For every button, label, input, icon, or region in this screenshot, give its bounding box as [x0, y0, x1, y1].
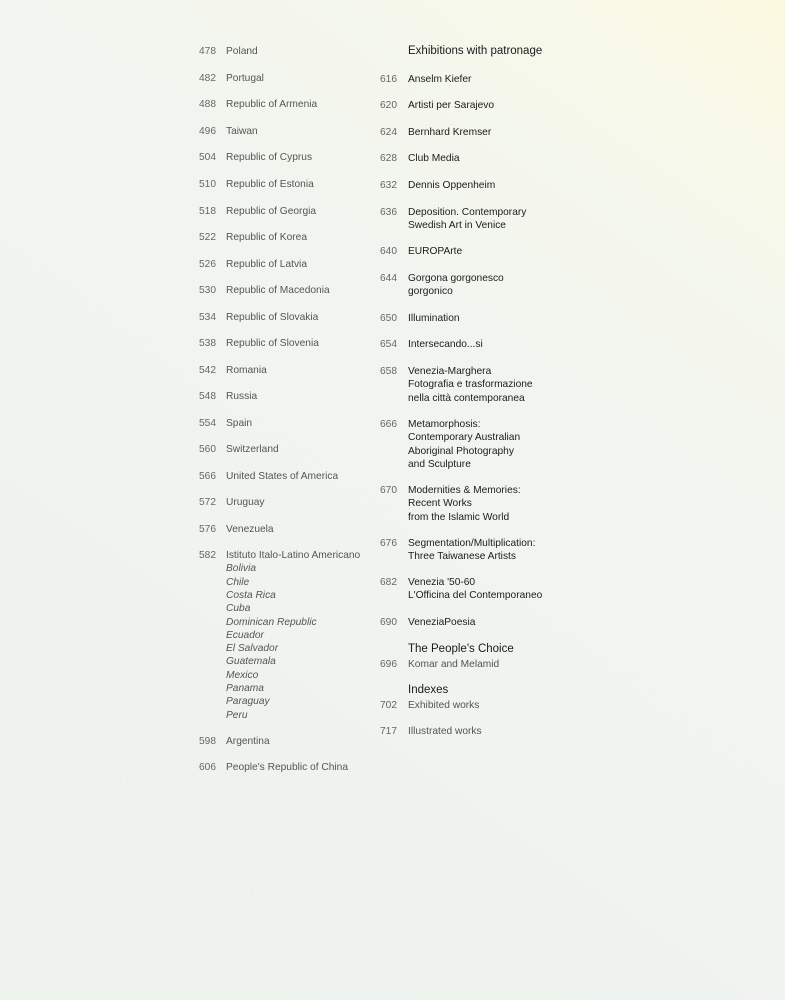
entry-title: Club Media	[408, 153, 460, 164]
entry-title: Argentina	[226, 736, 270, 747]
sub-entry: Dominican Republic	[226, 616, 317, 628]
entry-title: Venezia '50-60	[408, 577, 476, 588]
page-number: 488	[199, 99, 216, 110]
entry-title: Venezuela	[226, 524, 274, 535]
entry-title-line: from the Islamic World	[408, 511, 510, 523]
entry-title: Republic of Cyprus	[226, 152, 313, 163]
entry-title: Republic of Georgia	[226, 206, 317, 217]
page-number: 526	[199, 259, 216, 270]
page-number: 682	[380, 577, 397, 588]
entry-title-line: and Sculpture	[408, 458, 471, 470]
sub-entry: Ecuador	[226, 629, 264, 641]
page-number: 606	[199, 762, 216, 773]
sub-entry: Chile	[226, 576, 250, 588]
page-number: 496	[199, 126, 216, 137]
page-number: 542	[199, 365, 216, 376]
page-number: 666	[380, 419, 397, 430]
entry-title-line: L'Officina del Contemporaneo	[408, 590, 543, 602]
entry-title: Romania	[226, 365, 267, 376]
entry-title: Portugal	[226, 73, 264, 84]
page-number: 644	[380, 273, 397, 284]
entry-title: Exhibited works	[408, 700, 480, 711]
entry-title: Modernities & Memories:	[408, 485, 521, 496]
entry-title: Republic of Armenia	[226, 99, 318, 110]
page-number: 572	[199, 497, 216, 508]
page-number: 640	[380, 246, 397, 257]
page-number: 598	[199, 736, 216, 747]
entry-title: Russia	[226, 391, 258, 402]
entry-title-line: Recent Works	[408, 498, 472, 510]
sub-entry: Costa Rica	[226, 589, 276, 601]
page-number: 628	[380, 153, 397, 164]
sub-entry: Panama	[226, 683, 264, 694]
page-number: 510	[199, 179, 216, 190]
entry-title: Illumination	[408, 313, 460, 324]
page-number: 696	[380, 659, 397, 670]
entry-title: Spain	[226, 418, 253, 429]
entry-title: Venezia-Marghera	[408, 366, 492, 377]
entry-title: Republic of Korea	[226, 232, 307, 243]
page-number: 702	[380, 700, 397, 711]
entry-title: Metamorphosis:	[408, 419, 481, 430]
page-number: 566	[199, 471, 216, 482]
sub-entry: Peru	[226, 709, 248, 721]
page-number: 717	[380, 726, 397, 737]
sub-entry: Mexico	[226, 669, 259, 681]
sub-entry: El Salvador	[226, 643, 279, 655]
page-number: 548	[199, 391, 216, 402]
page-number: 576	[199, 524, 216, 535]
entry-title: Anselm Kiefer	[408, 74, 472, 85]
entry-title: Deposition. Contemporary	[408, 207, 527, 218]
entry-title: Republic of Macedonia	[226, 285, 330, 296]
entry-title-line: Aboriginal Photography	[408, 445, 514, 457]
page-number: 534	[199, 312, 216, 323]
entry-title-line: Three Taiwanese Artists	[408, 551, 516, 563]
page-number: 632	[380, 180, 397, 191]
entry-title: Republic of Estonia	[226, 179, 314, 190]
sub-entry: Cuba	[226, 603, 251, 615]
page-number: 636	[380, 207, 397, 218]
entry-title: Illustrated works	[408, 726, 482, 737]
page-number: 482	[199, 73, 216, 84]
page-number: 554	[199, 418, 216, 429]
entry-title: Taiwan	[226, 126, 258, 137]
page-number: 676	[380, 538, 397, 549]
entry-title: Dennis Oppenheim	[408, 180, 496, 191]
page-number: 620	[380, 100, 397, 111]
page-number: 690	[380, 617, 397, 628]
entry-title: Republic of Latvia	[226, 259, 307, 270]
page-number: 654	[380, 339, 397, 350]
entry-title: Komar and Melamid	[408, 659, 500, 670]
sub-entry: Guatemala	[226, 656, 276, 668]
section-heading-indexes: Indexes	[408, 684, 449, 696]
section-heading-exhibitions: Exhibitions with patronage	[408, 45, 543, 57]
entry-title: United States of America	[226, 471, 339, 482]
page-number: 658	[380, 366, 397, 377]
section-heading-peoples-choice: The People's Choice	[408, 643, 514, 655]
page-number: 518	[199, 206, 216, 217]
entry-title: VeneziaPoesia	[408, 617, 476, 628]
page-number: 530	[199, 285, 216, 296]
entry-title: Republic of Slovenia	[226, 338, 319, 349]
entry-title: People's Republic of China	[226, 762, 349, 773]
page-number: 560	[199, 444, 216, 455]
entry-title: Switzerland	[226, 444, 279, 455]
entry-title: Bernhard Kremser	[408, 127, 492, 138]
page-number: 670	[380, 485, 397, 496]
entry-title: Gorgona gorgonesco	[408, 273, 504, 284]
entry-title-line: Contemporary Australian	[408, 432, 521, 444]
entry-title: Intersecando...si	[408, 339, 483, 350]
entry-title: Artisti per Sarajevo	[408, 100, 495, 111]
sub-entry: Paraguay	[226, 696, 270, 708]
page-number: 624	[380, 127, 397, 138]
entry-title-line: gorgonico	[408, 286, 453, 298]
entry-title-line: Fotografia e trasformazione	[408, 379, 533, 391]
page-number: 582	[199, 550, 216, 561]
entry-title-line: nella città contemporanea	[408, 392, 525, 404]
entry-title: Uruguay	[226, 497, 265, 508]
page-number: 478	[199, 46, 216, 57]
sub-entry: Bolivia	[226, 563, 257, 575]
entry-title: Segmentation/Multiplication:	[408, 538, 536, 549]
page-number: 522	[199, 232, 216, 243]
entry-title: Istituto Italo-Latino Americano	[226, 550, 361, 561]
page-number: 616	[380, 74, 397, 85]
page-number: 538	[199, 338, 216, 349]
page-number: 504	[199, 152, 216, 163]
page-number: 650	[380, 313, 397, 324]
entry-title: EUROPArte	[408, 246, 463, 257]
entry-title-line: Swedish Art in Venice	[408, 220, 506, 232]
entry-title: Republic of Slovakia	[226, 312, 319, 323]
entry-title: Poland	[226, 46, 258, 57]
